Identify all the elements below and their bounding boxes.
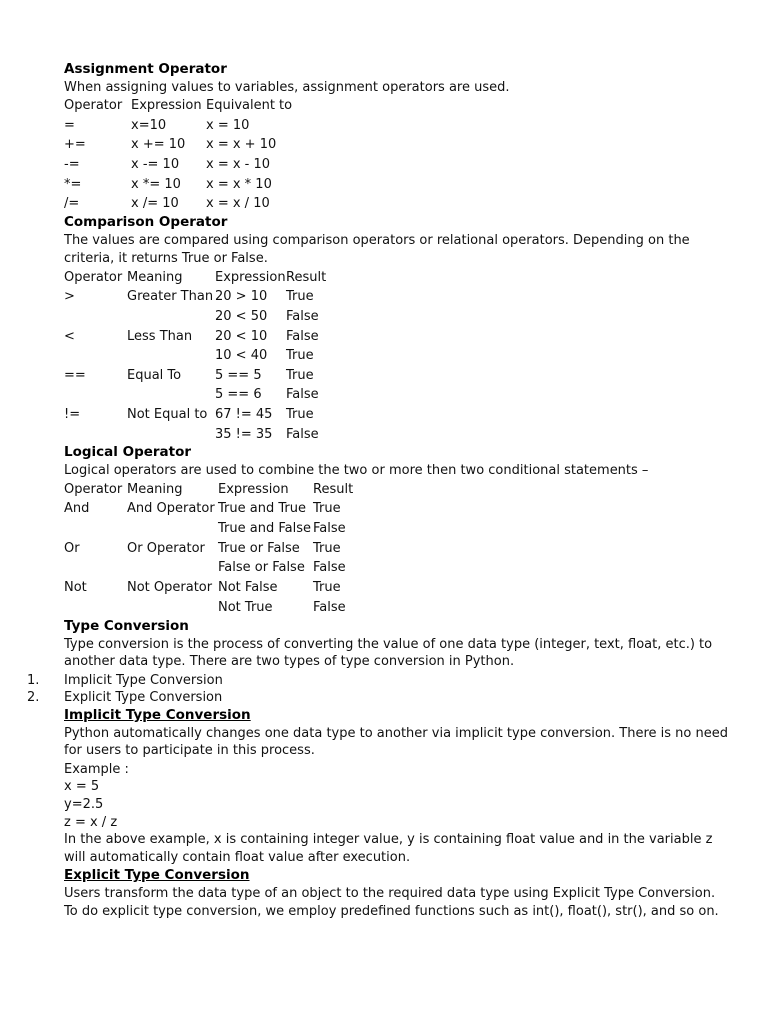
comparison-row-result: True (286, 368, 314, 383)
comparison-row-meaning: Not Equal to (127, 407, 208, 422)
logical-row-expression: False or False (218, 560, 305, 575)
comparison-row-result: False (286, 329, 319, 344)
comparison-row-expression: 5 == 6 (215, 387, 262, 402)
logical-row-result: True (313, 580, 341, 595)
logical-row-expression: Not False (218, 580, 278, 595)
comparison-row-operator: < (64, 329, 75, 344)
logical-row-expression: True and True (218, 501, 306, 516)
comparison-row-expression: 20 < 50 (215, 309, 268, 324)
comparison-row-meaning: Less Than (127, 329, 193, 344)
assignment-header-operator: Operator (64, 98, 123, 113)
assignment-row-expression: x *= 10 (131, 177, 181, 192)
assignment-heading: Assignment Operator (64, 61, 227, 77)
list-item-number: 1. (27, 673, 40, 688)
assignment-intro: When assigning values to variables, assignment operators are used. (64, 80, 510, 95)
comparison-row-expression: 5 == 5 (215, 368, 262, 383)
logical-row-meaning: And Operator (127, 501, 215, 516)
assignment-row-expression: x += 10 (131, 137, 186, 152)
logical-row-operator: Not (64, 580, 87, 595)
comparison-intro-line1: The values are compared using comparison operators or relational operators. Depending on the (64, 233, 690, 248)
type-conversion-intro-line1: Type conversion is the process of converting the value of one data type (integer, text, float, etc.) to (64, 637, 713, 652)
comparison-row-result: False (286, 427, 319, 442)
list-item-number: 2. (27, 690, 40, 705)
assignment-row-expression: x -= 10 (131, 157, 180, 172)
comparison-row-meaning: Greater Than (127, 289, 214, 304)
comparison-row-expression: 20 > 10 (215, 289, 268, 304)
logical-row-operator: Or (64, 541, 80, 556)
comparison-header-operator: Operator (64, 270, 123, 285)
comparison-row-operator: > (64, 289, 75, 304)
logical-row-meaning: Or Operator (127, 541, 205, 556)
comparison-row-expression: 20 < 10 (215, 329, 268, 344)
logical-row-result: True (313, 541, 341, 556)
comparison-row-operator: == (64, 368, 86, 383)
comparison-row-result: True (286, 407, 314, 422)
implicit-explain-line1: In the above example, x is containing integer value, y is containing float value and in the variable z (64, 832, 713, 847)
logical-header-operator: Operator (64, 482, 123, 497)
assignment-row-equivalent: x = 10 (206, 118, 250, 133)
assignment-row-operator: -= (64, 157, 80, 172)
implicit-para-line2: for users to participate in this process. (64, 743, 315, 758)
comparison-intro-line2: criteria, it returns True or False. (64, 251, 268, 266)
logical-row-expression: True and False (218, 521, 311, 536)
type-conversion-heading: Type Conversion (64, 618, 189, 634)
comparison-row-result: False (286, 387, 319, 402)
assignment-row-equivalent: x = x / 10 (206, 196, 270, 211)
logical-row-expression: True or False (218, 541, 300, 556)
comparison-row-operator: != (64, 407, 81, 422)
implicit-heading: Implicit Type Conversion (64, 707, 251, 723)
comparison-header-expression: Expression (215, 270, 286, 285)
explicit-para-line2: To do explicit type conversion, we employ predefined functions such as int(), float(), str(), and so on. (64, 904, 719, 919)
logical-row-expression: Not True (218, 600, 273, 615)
list-item: Implicit Type Conversion (64, 673, 223, 688)
comparison-row-expression: 10 < 40 (215, 348, 268, 363)
logical-header-result: Result (313, 482, 354, 497)
code-line: y=2.5 (64, 797, 104, 812)
logical-row-result: True (313, 501, 341, 516)
logical-row-meaning: Not Operator (127, 580, 213, 595)
assignment-row-equivalent: x = x - 10 (206, 157, 271, 172)
comparison-row-expression: 35 != 35 (215, 427, 273, 442)
logical-intro: Logical operators are used to combine the two or more then two conditional statements – (64, 463, 649, 478)
assignment-row-operator: *= (64, 177, 82, 192)
logical-header-expression: Expression (218, 482, 289, 497)
logical-row-operator: And (64, 501, 90, 516)
code-line: z = x / z (64, 815, 118, 830)
explicit-heading: Explicit Type Conversion (64, 867, 250, 883)
comparison-row-result: False (286, 309, 319, 324)
explicit-para-line1: Users transform the data type of an object to the required data type using Explicit Type Conversion. (64, 886, 716, 901)
assignment-header-expression: Expression (131, 98, 202, 113)
code-line: x = 5 (64, 779, 100, 794)
example-label: Example : (64, 762, 129, 777)
assignment-row-operator: += (64, 137, 86, 152)
logical-row-result: False (313, 560, 346, 575)
assignment-row-equivalent: x = x + 10 (206, 137, 277, 152)
comparison-row-meaning: Equal To (127, 368, 182, 383)
comparison-row-result: True (286, 348, 314, 363)
implicit-explain-line2: will automatically contain float value after execution. (64, 850, 411, 865)
comparison-row-expression: 67 != 45 (215, 407, 273, 422)
implicit-para-line1: Python automatically changes one data type to another via implicit type conversion. There is no need (64, 726, 728, 741)
comparison-row-result: True (286, 289, 314, 304)
comparison-header-result: Result (286, 270, 327, 285)
type-conversion-intro-line2: another data type. There are two types of type conversion in Python. (64, 654, 515, 669)
logical-header-meaning: Meaning (127, 482, 183, 497)
assignment-row-operator: = (64, 118, 75, 133)
assignment-row-expression: x=10 (131, 118, 167, 133)
list-item: Explicit Type Conversion (64, 690, 223, 705)
comparison-heading: Comparison Operator (64, 214, 228, 230)
comparison-header-meaning: Meaning (127, 270, 183, 285)
logical-heading: Logical Operator (64, 444, 192, 460)
logical-row-result: False (313, 600, 346, 615)
assignment-row-expression: x /= 10 (131, 196, 179, 211)
logical-row-result: False (313, 521, 346, 536)
assignment-header-equivalent: Equivalent to (206, 98, 293, 113)
assignment-row-operator: /= (64, 196, 80, 211)
assignment-row-equivalent: x = x * 10 (206, 177, 272, 192)
